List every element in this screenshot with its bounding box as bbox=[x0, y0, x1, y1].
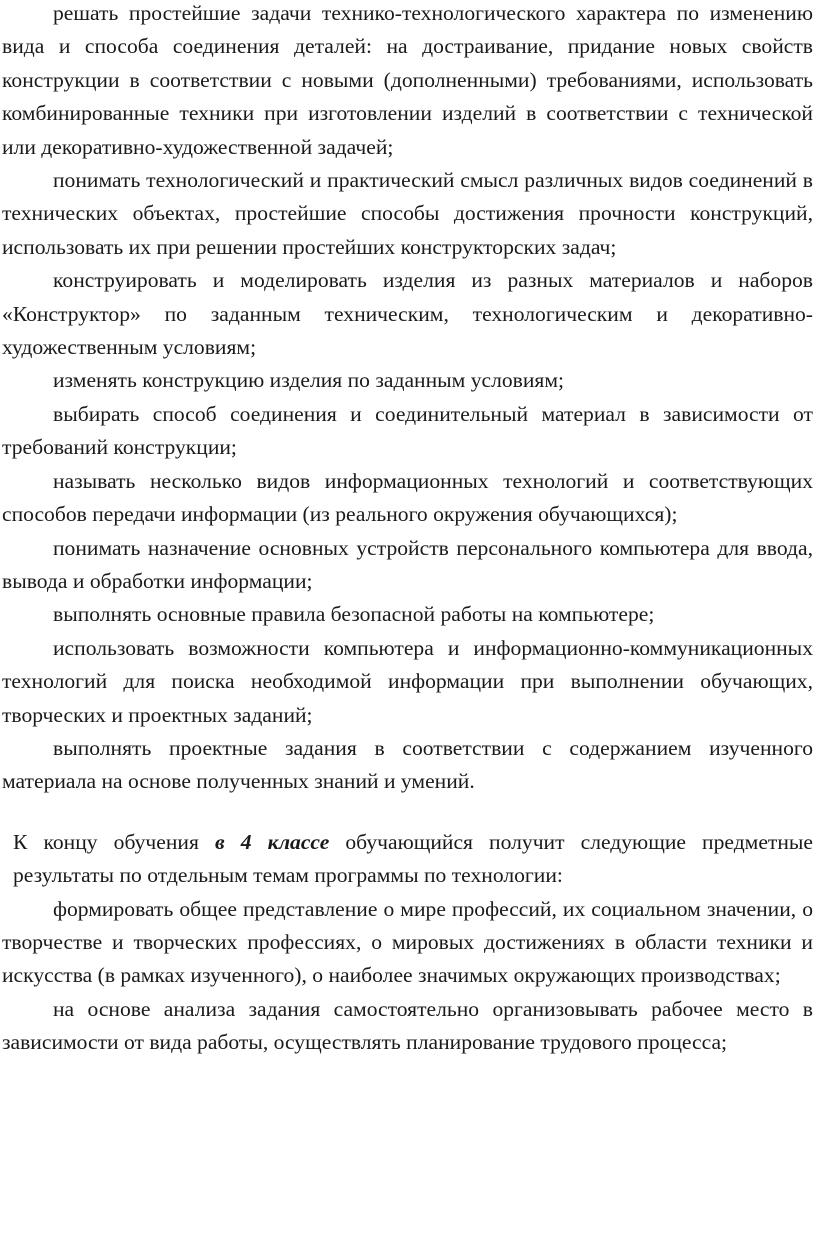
section-heading bbox=[2, 826, 813, 893]
list-item: называть несколько видов информационных технологий и соответствующих способов передачи информации (из реального окружения обучающихся); bbox=[2, 468, 813, 527]
heading-text-after: обучающийся получит следующие предметные результаты по отдельным темам программы по технологии: bbox=[13, 829, 814, 888]
list-item: решать простейшие задачи технико-технологического характера по изменению вида и способа соединения деталей: на достраивание, придание новых свойств конструкции в соответствии с новыми (дополненными) требованиями, использовать комбинированные техники при изготовлении изделий в соответствии с технической или декоративно-художественной задачей; bbox=[2, 1, 813, 159]
heading-grade-emphasis: в 4 классе bbox=[214, 829, 330, 854]
list-item: изменять конструкцию изделия по заданным условиям; bbox=[53, 368, 565, 393]
list-item: понимать технологический и практический смысл различных видов соединений в технических объектах, простейшие способы достижения прочности конструкций, использовать их при решении простейших конструкторских задач; bbox=[2, 168, 813, 259]
list-item: выполнять основные правила безопасной работы на компьютере; bbox=[53, 602, 655, 627]
list-item: выбирать способ соединения и соединительный материал в зависимости от требований конструкции; bbox=[2, 401, 813, 460]
list-item: формировать общее представление о мире профессий, их социальном значении, о творчестве и творческих профессиях, о мировых достижениях в области техники и искусства (в рамках изученного), о наиболее значимых окружающих производствах; bbox=[2, 896, 813, 988]
list-item: выполнять проектные задания в соответствии с содержанием изученного материала на основе полученных знаний и умений. bbox=[2, 735, 813, 794]
heading-text-before: К концу обучения bbox=[13, 829, 215, 854]
list-item: на основе анализа задания самостоятельно организовывать рабочее место в зависимости от вида работы, осуществлять планирование трудового процесса; bbox=[2, 996, 813, 1055]
list-item: конструировать и моделировать изделия из разных материалов и наборов «Конструктор» по заданным техническим, технологическим и декоративно-художественным условиям; bbox=[2, 268, 813, 360]
list-item: использовать возможности компьютера и информационно-коммуникационных технологий для поиска необходимой информации при выполнении обучающих, творческих и проектных заданий; bbox=[2, 635, 813, 727]
list-item: понимать назначение основных устройств персонального компьютера для ввода, вывода и обработки информации; bbox=[2, 535, 813, 593]
